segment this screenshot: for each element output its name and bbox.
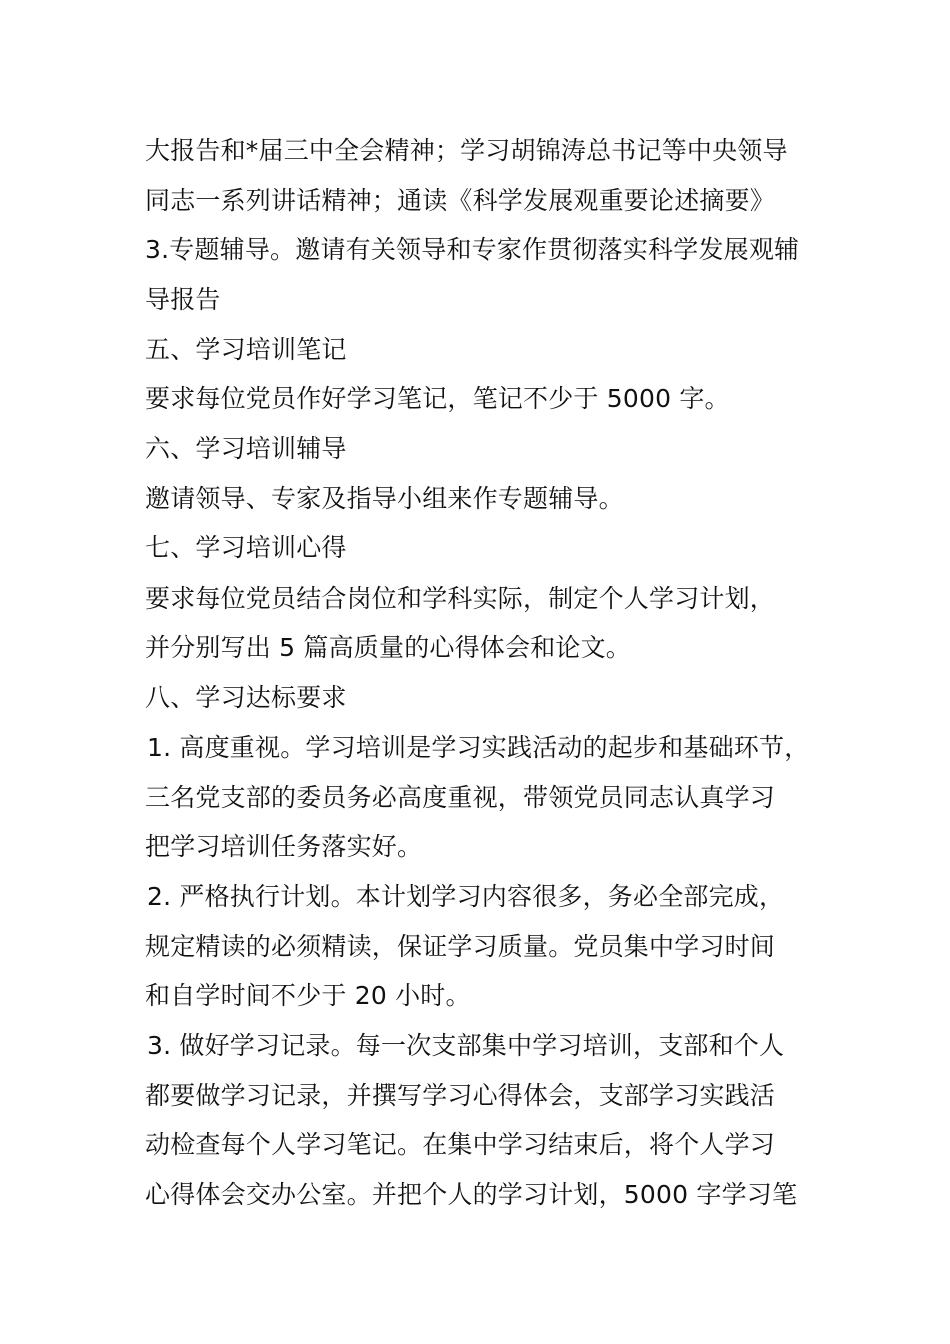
text-line: 动检查每个人学习笔记。在集中学习结束后，将个人学习 xyxy=(145,1130,776,1159)
section-heading: 五、学习培训笔记 xyxy=(145,335,347,364)
section-heading: 七、学习培训心得 xyxy=(145,533,347,562)
text-line: 同志一系列讲话精神；通读《科学发展观重要论述摘要》 xyxy=(145,186,776,215)
numbered-item: 3. 做好学习记录。每一次支部集中学习培训，支部和个人 xyxy=(147,1031,785,1060)
text-line: 和自学时间不少于 20 小时。 xyxy=(145,981,471,1010)
text-line: 邀请领导、专家及指导小组来作专题辅导。 xyxy=(145,484,624,513)
text-line: 都要做学习记录，并撰写学习心得体会，支部学习实践活 xyxy=(145,1081,776,1110)
section-heading: 八、学习达标要求 xyxy=(145,683,347,712)
section-heading: 六、学习培训辅导 xyxy=(145,434,347,463)
text-line: 3.专题辅导。邀请有关领导和专家作贯彻落实科学发展观辅 xyxy=(145,235,800,264)
numbered-item: 1. 高度重视。学习培训是学习实践活动的起步和基础环节， xyxy=(147,733,810,762)
numbered-item: 2. 严格执行计划。本计划学习内容很多，务必全部完成， xyxy=(147,882,785,911)
text-line: 并分别写出 5 篇高质量的心得体会和论文。 xyxy=(145,633,632,662)
text-line: 三名党支部的委员务必高度重视，带领党员同志认真学习 xyxy=(145,783,776,812)
text-line: 要求每位党员结合岗位和学科实际，制定个人学习计划， xyxy=(145,584,776,613)
text-line: 把学习培训任务落实好。 xyxy=(145,832,423,861)
text-line: 导报告 xyxy=(145,285,221,314)
text-line: 大报告和*届三中全会精神；学习胡锦涛总书记等中央领导 xyxy=(145,136,788,165)
text-line: 规定精读的必须精读，保证学习质量。党员集中学习时间 xyxy=(145,932,776,961)
text-line: 心得体会交办公室。并把个人的学习计划，5000 字学习笔 xyxy=(145,1180,798,1209)
text-line: 要求每位党员作好学习笔记，笔记不少于 5000 字。 xyxy=(145,384,730,413)
